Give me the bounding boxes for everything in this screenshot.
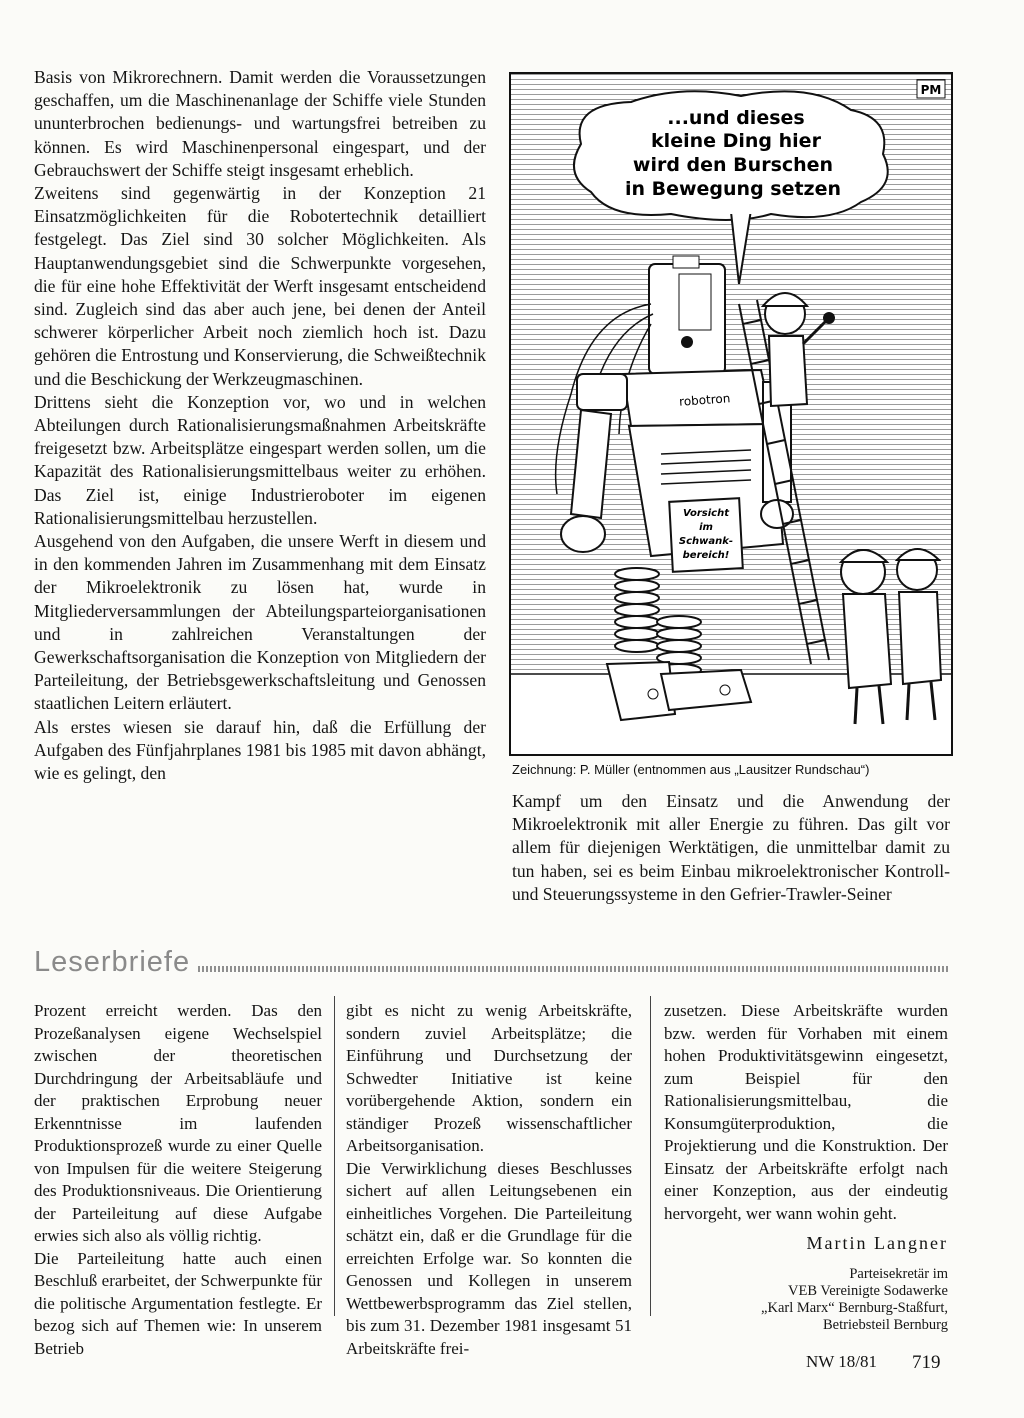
warning-line: Schwank- — [678, 536, 734, 547]
paragraph: Basis von Mikrorechnern. Damit werden die Voraussetzungen geschaffen, um die Maschinenanlage der Schiffe viele Stunden ununterbrochen bedienungs- und wartungsfrei betreiben zu können. Es wird Maschinenpersonal eingespart, und der Gebrauchswert der Schiffe steigt insgesamt erheblich. — [34, 67, 486, 180]
bubble-line: wird den Burschen — [632, 154, 834, 176]
paragraph: Zweitens sind gegenwärtig in der Konzeption 21 Einsatzmöglichkeiten für die Robotertechnik detailliert festgelegt. Das Ziel sind 30 solcher Möglichkeiten. Als Hauptanwendungsgebiet sind die Schwerpunkte vorgesehen, die für eine hohe Effektivität der Werft insgesamt entscheidend sind. Zugleich sind das aber auch jene, bei denen der Anteil schwerer körperlicher Arbeit noch ziemlich hoch ist. Dazu gehören die Entrostung und Konservierung, die Schweißtechnik und die Beschickung der Werkzeugmaschinen. — [34, 183, 486, 389]
paragraph: Prozent erreicht werden. Das den Prozeßanalysen eigene Wechselspiel zwischen der theoretischen Durchdringung der Arbeitsabläufe und der praktischen Erprobung neuer Erkenntnisse im laufenden Produktionsprozeß wurde zu einer Quelle von Impulsen für die weitere Steigerung des Produktionsniveaus. Die Orientierung der Parteileitung auf diese Aufgabe erwies sich also als völlig richtig. — [34, 1001, 322, 1245]
author-affiliation: VEB Vereinigte Sodawerke — [788, 1283, 948, 1299]
robot-brand-label: robotron — [678, 391, 731, 409]
paragraph: Die Verwirklichung dieses Beschlusses sichert auf allen Leitungsebenen ein einheitliches Vorgehen. Die Parteileitung schätzt ein, daß er die Grundlage für die erreichten Erfolge war. So konnten die Genossen und Kollegen in unserem Wettbewerbsprogramm das Ziel stellen, bis zum 31. Dezember 1981 insgesamt 51 Arbeitskräfte frei- — [346, 1158, 632, 1358]
column-divider — [334, 996, 335, 1316]
warning-line: im — [699, 522, 713, 533]
author-affiliation: „Karl Marx“ Bernburg-Staßfurt, — [761, 1300, 948, 1316]
author-name: Martin Langner — [806, 1233, 948, 1253]
article-right-column — [512, 790, 950, 906]
paragraph: Kampf um den Einsatz und die Anwendung der Mikroelektronik mit aller Energie zu führen. Das gilt vor allem für diejenigen Werktätigen, die unmittelbar damit zu tun haben, sei es beim Einbau mikroelektronischer Kontroll- und Steuerungssysteme in den Gefrier-Trawler-Seiner — [512, 791, 950, 904]
paragraph: Als erstes wiesen sie darauf hin, daß die Erfüllung der Aufgaben des Fünfjahrplanes 1981 bis 1985 mit davon abhängt, wie es gelingt, den — [34, 716, 486, 784]
article-left-column — [34, 66, 486, 785]
paragraph: Drittens sieht die Konzeption vor, wo und in welchen Abteilungen durch Rationalisierungsmaßnahmen Arbeitskräfte freigesetzt bzw. Arbeitsplätze eingespart werden sollen, um die Kapazität des Rationalisierungsmittelbaus weiter zu erhöhen. Das Ziel ist, einige Industrieroboter im eigenen Rationalisierungsmittelbau herzustellen. — [34, 391, 486, 528]
cartoon-illustration — [509, 72, 953, 756]
issue-number: NW 18/81 — [806, 1352, 877, 1371]
section-rule — [198, 966, 950, 972]
letter-column-2 — [346, 1000, 632, 1360]
bubble-line: in Bewegung setzen — [624, 178, 842, 200]
column-divider — [650, 996, 651, 1316]
paragraph: Ausgehend von den Aufgaben, die unsere Werft in diesem und in den kommenden Jahren im Zusammenhang mit dem Einsatz der Mikroelektronik zu lösen hat, wurde in Mitgliederversammlungen der Abteilungsparteiorganisationen und in zahlreichen Veranstaltungen der Gewerkschaftsorganisation die Konzeption von Mitgliedern der Parteileitung, der Betriebsgewerkschaftsleitung und Genossen staatlichen Leitern erläutert. — [34, 531, 486, 714]
author-affiliation: Betriebsteil Bernburg — [823, 1317, 948, 1333]
paragraph: Die Parteileitung hatte auch einen Beschluß erarbeitet, der Schwerpunkte für die politische Argumentation festlegte. Er bezog sich auf Themen wie: In unserem Betrieb — [34, 1248, 322, 1358]
paragraph: gibt es nicht zu wenig Arbeitskräfte, sondern zuviel Arbeitsplätze; die Einführung und Durchsetzung der Schwedter Initiative ist keine vorübergehende Aktion, sondern ein ständiger Prozeß wissenschaftlicher Arbeitsorganisation. — [346, 1001, 632, 1155]
paragraph: zusetzen. Diese Arbeitskräfte wurden bzw. werden für Vorhaben mit einem hohen Produktivitätsgewinn eingesetzt, zum Beispiel für den Rationalisierungsmittelbau, die Konsumgüterproduktion, die Projektierung und die Konstruktion. Der Einsatz der Arbeitskräfte erfolgt nach einer Konzeption, aus der eindeutig hervorgeht, wer wann wohin geht. — [664, 1001, 948, 1223]
author-title: Parteisekretär im — [849, 1266, 948, 1282]
warning-line: Vorsicht — [682, 508, 730, 519]
warning-line: bereich! — [682, 550, 730, 561]
letter-column-3 — [664, 1000, 948, 1225]
bubble-line: kleine Ding hier — [651, 130, 821, 152]
section-heading: Leserbriefe — [34, 946, 191, 978]
cartoon-caption: Zeichnung: P. Müller (entnommen aus „Lausitzer Rundschau“) — [512, 762, 870, 777]
letter-column-1 — [34, 1000, 322, 1360]
artist-mark: PM — [920, 83, 942, 97]
page-number: 719 — [912, 1352, 941, 1373]
bubble-line: ...und dieses — [667, 107, 805, 129]
